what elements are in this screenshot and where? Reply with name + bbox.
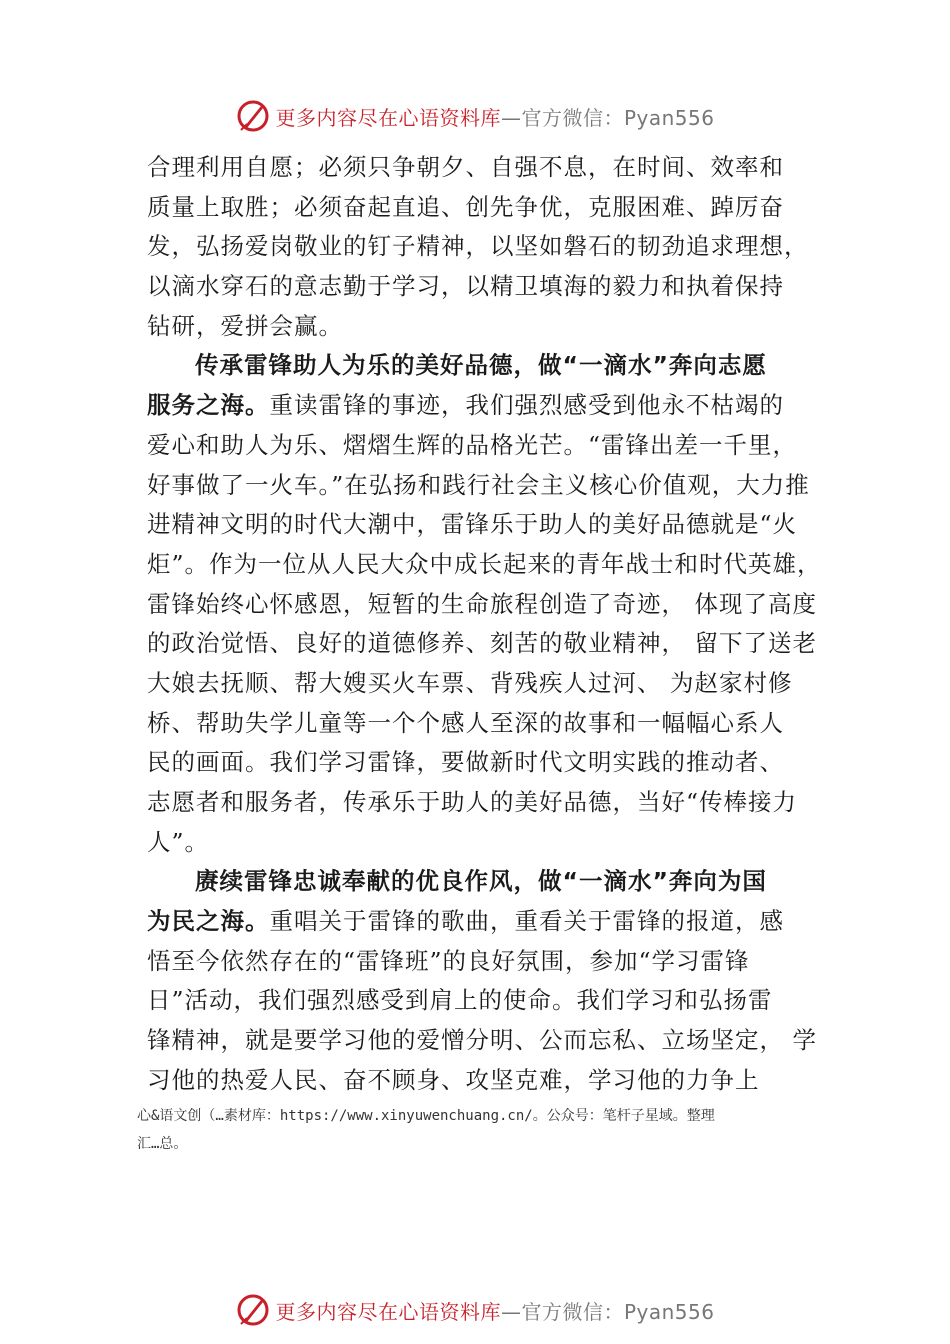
paragraph-text: 重唱关于雷锋的歌曲，重看关于雷锋的报道，感 xyxy=(269,907,784,936)
header-red-text: 更多内容尽在心语资料库 xyxy=(275,105,501,130)
header-banner xyxy=(0,96,950,136)
document-body xyxy=(147,148,827,1101)
footer-banner-red-text: 更多内容尽在心语资料库 xyxy=(275,1299,501,1324)
footer-line-2: 汇…总。 xyxy=(137,1136,188,1152)
text-line xyxy=(147,426,827,466)
text-line xyxy=(147,307,827,347)
paragraph-text: 锋精神，就是要学习他的爱憎分明、公而忘私、立场坚定， 学 xyxy=(147,1026,817,1055)
paragraph-text: 合理利用自愿；必须只争朝夕、自强不息，在时间、效率和 xyxy=(147,153,784,181)
paragraph-text: 日”活动，我们强烈感受到肩上的使命。我们学习和弘扬雷 xyxy=(147,986,773,1015)
paragraph-text: 大娘去抚顺、帮大嫂买火车票、背残疾人过河、 为赵家村修 xyxy=(147,668,793,697)
text-line xyxy=(147,743,827,783)
paragraph-text: 习他的热爱人民、奋不顾身、攻坚克难，学习他的力争上 xyxy=(147,1065,760,1094)
header-gray-text: —官方微信：Pyan556 xyxy=(500,105,715,130)
text-line xyxy=(147,267,827,307)
footer-banner xyxy=(0,1290,950,1330)
text-line xyxy=(147,346,827,386)
text-line xyxy=(147,148,827,188)
paragraph-text: 重读雷锋的事迹，我们强烈感受到他永不枯竭的 xyxy=(269,391,784,420)
section-heading: 为民之海。 xyxy=(147,907,270,936)
paragraph-text: 雷锋始终心怀感恩，短暂的生命旅程创造了奇迹， 体现了高度 xyxy=(147,589,817,618)
quill-logo-icon xyxy=(235,98,271,134)
text-line xyxy=(147,981,827,1021)
text-line xyxy=(147,942,827,982)
text-line xyxy=(147,545,827,585)
text-line xyxy=(147,1061,827,1101)
paragraph-text: 质量上取胜；必须奋起直追、创先争优，克服困难、踔厉奋 xyxy=(147,192,784,221)
text-line xyxy=(147,505,827,545)
text-line xyxy=(147,902,827,942)
section-heading: 服务之海。 xyxy=(147,391,270,420)
paragraph-text: 爱心和助人为乐、熠熠生辉的品格光芒。“雷锋出差一千里， xyxy=(147,430,798,459)
footer-note xyxy=(137,1102,827,1158)
header-text xyxy=(275,102,714,131)
text-line xyxy=(147,466,827,506)
text-line xyxy=(147,862,827,902)
paragraph-text: 炬”。作为一位从人民大众中成长起来的青年战士和时代英雄， xyxy=(147,549,822,578)
text-line xyxy=(147,624,827,664)
paragraph-text: 志愿者和服务者，传承乐于助人的美好品德，当好“传棒接力 xyxy=(147,788,798,816)
text-line xyxy=(147,585,827,625)
text-line xyxy=(147,783,827,823)
paragraph-text: 的政治觉悟、良好的道德修养、刻苦的敬业精神， 留下了送老 xyxy=(147,629,817,658)
text-line xyxy=(147,704,827,744)
paragraph-text: 好事做了一火车。”在弘扬和践行社会主义核心价值观，大力推 xyxy=(147,470,810,499)
text-line xyxy=(147,1021,827,1061)
text-line xyxy=(147,188,827,228)
text-line xyxy=(147,386,827,426)
text-line xyxy=(147,823,827,863)
paragraph-text: 以滴水穿石的意志勤于学习，以精卫填海的毅力和执着保持 xyxy=(147,272,784,301)
footer-banner-gray-text: —官方微信：Pyan556 xyxy=(500,1299,715,1324)
paragraph-text: 悟至今依然存在的“雷锋班”的良好氛围，参加“学习雷锋 xyxy=(147,946,750,975)
paragraph-text: 桥、帮助失学儿童等一个个感人至深的故事和一幅幅心系人 xyxy=(147,708,784,737)
section-heading: 赓续雷锋忠诚奉献的优良作风，做“一滴水”奔向为国 xyxy=(195,867,767,896)
paragraph-text: 进精神文明的时代大潮中，雷锋乐于助人的美好品德就是“火 xyxy=(147,510,798,539)
text-line xyxy=(147,664,827,704)
section-heading: 传承雷锋助人为乐的美好品德，做“一滴水”奔向志愿 xyxy=(195,351,767,380)
quill-logo-icon xyxy=(235,1292,271,1328)
paragraph-text: 发，弘扬爱岗敬业的钉子精神，以坚如磐石的韧劲追求理想， xyxy=(147,232,809,261)
footer-line-1: 心&语文创（…素材库：https://www.xinyuwenchuang.cn/。公众号：笔杆子星域。整理 xyxy=(137,1108,715,1124)
text-line xyxy=(147,227,827,267)
paragraph-text: 民的画面。我们学习雷锋，要做新时代文明实践的推动者、 xyxy=(147,748,784,777)
paragraph-text: 人”。 xyxy=(147,827,210,856)
paragraph-text: 钻研，爱拼会赢。 xyxy=(147,311,343,340)
footer-banner-text xyxy=(275,1296,714,1325)
